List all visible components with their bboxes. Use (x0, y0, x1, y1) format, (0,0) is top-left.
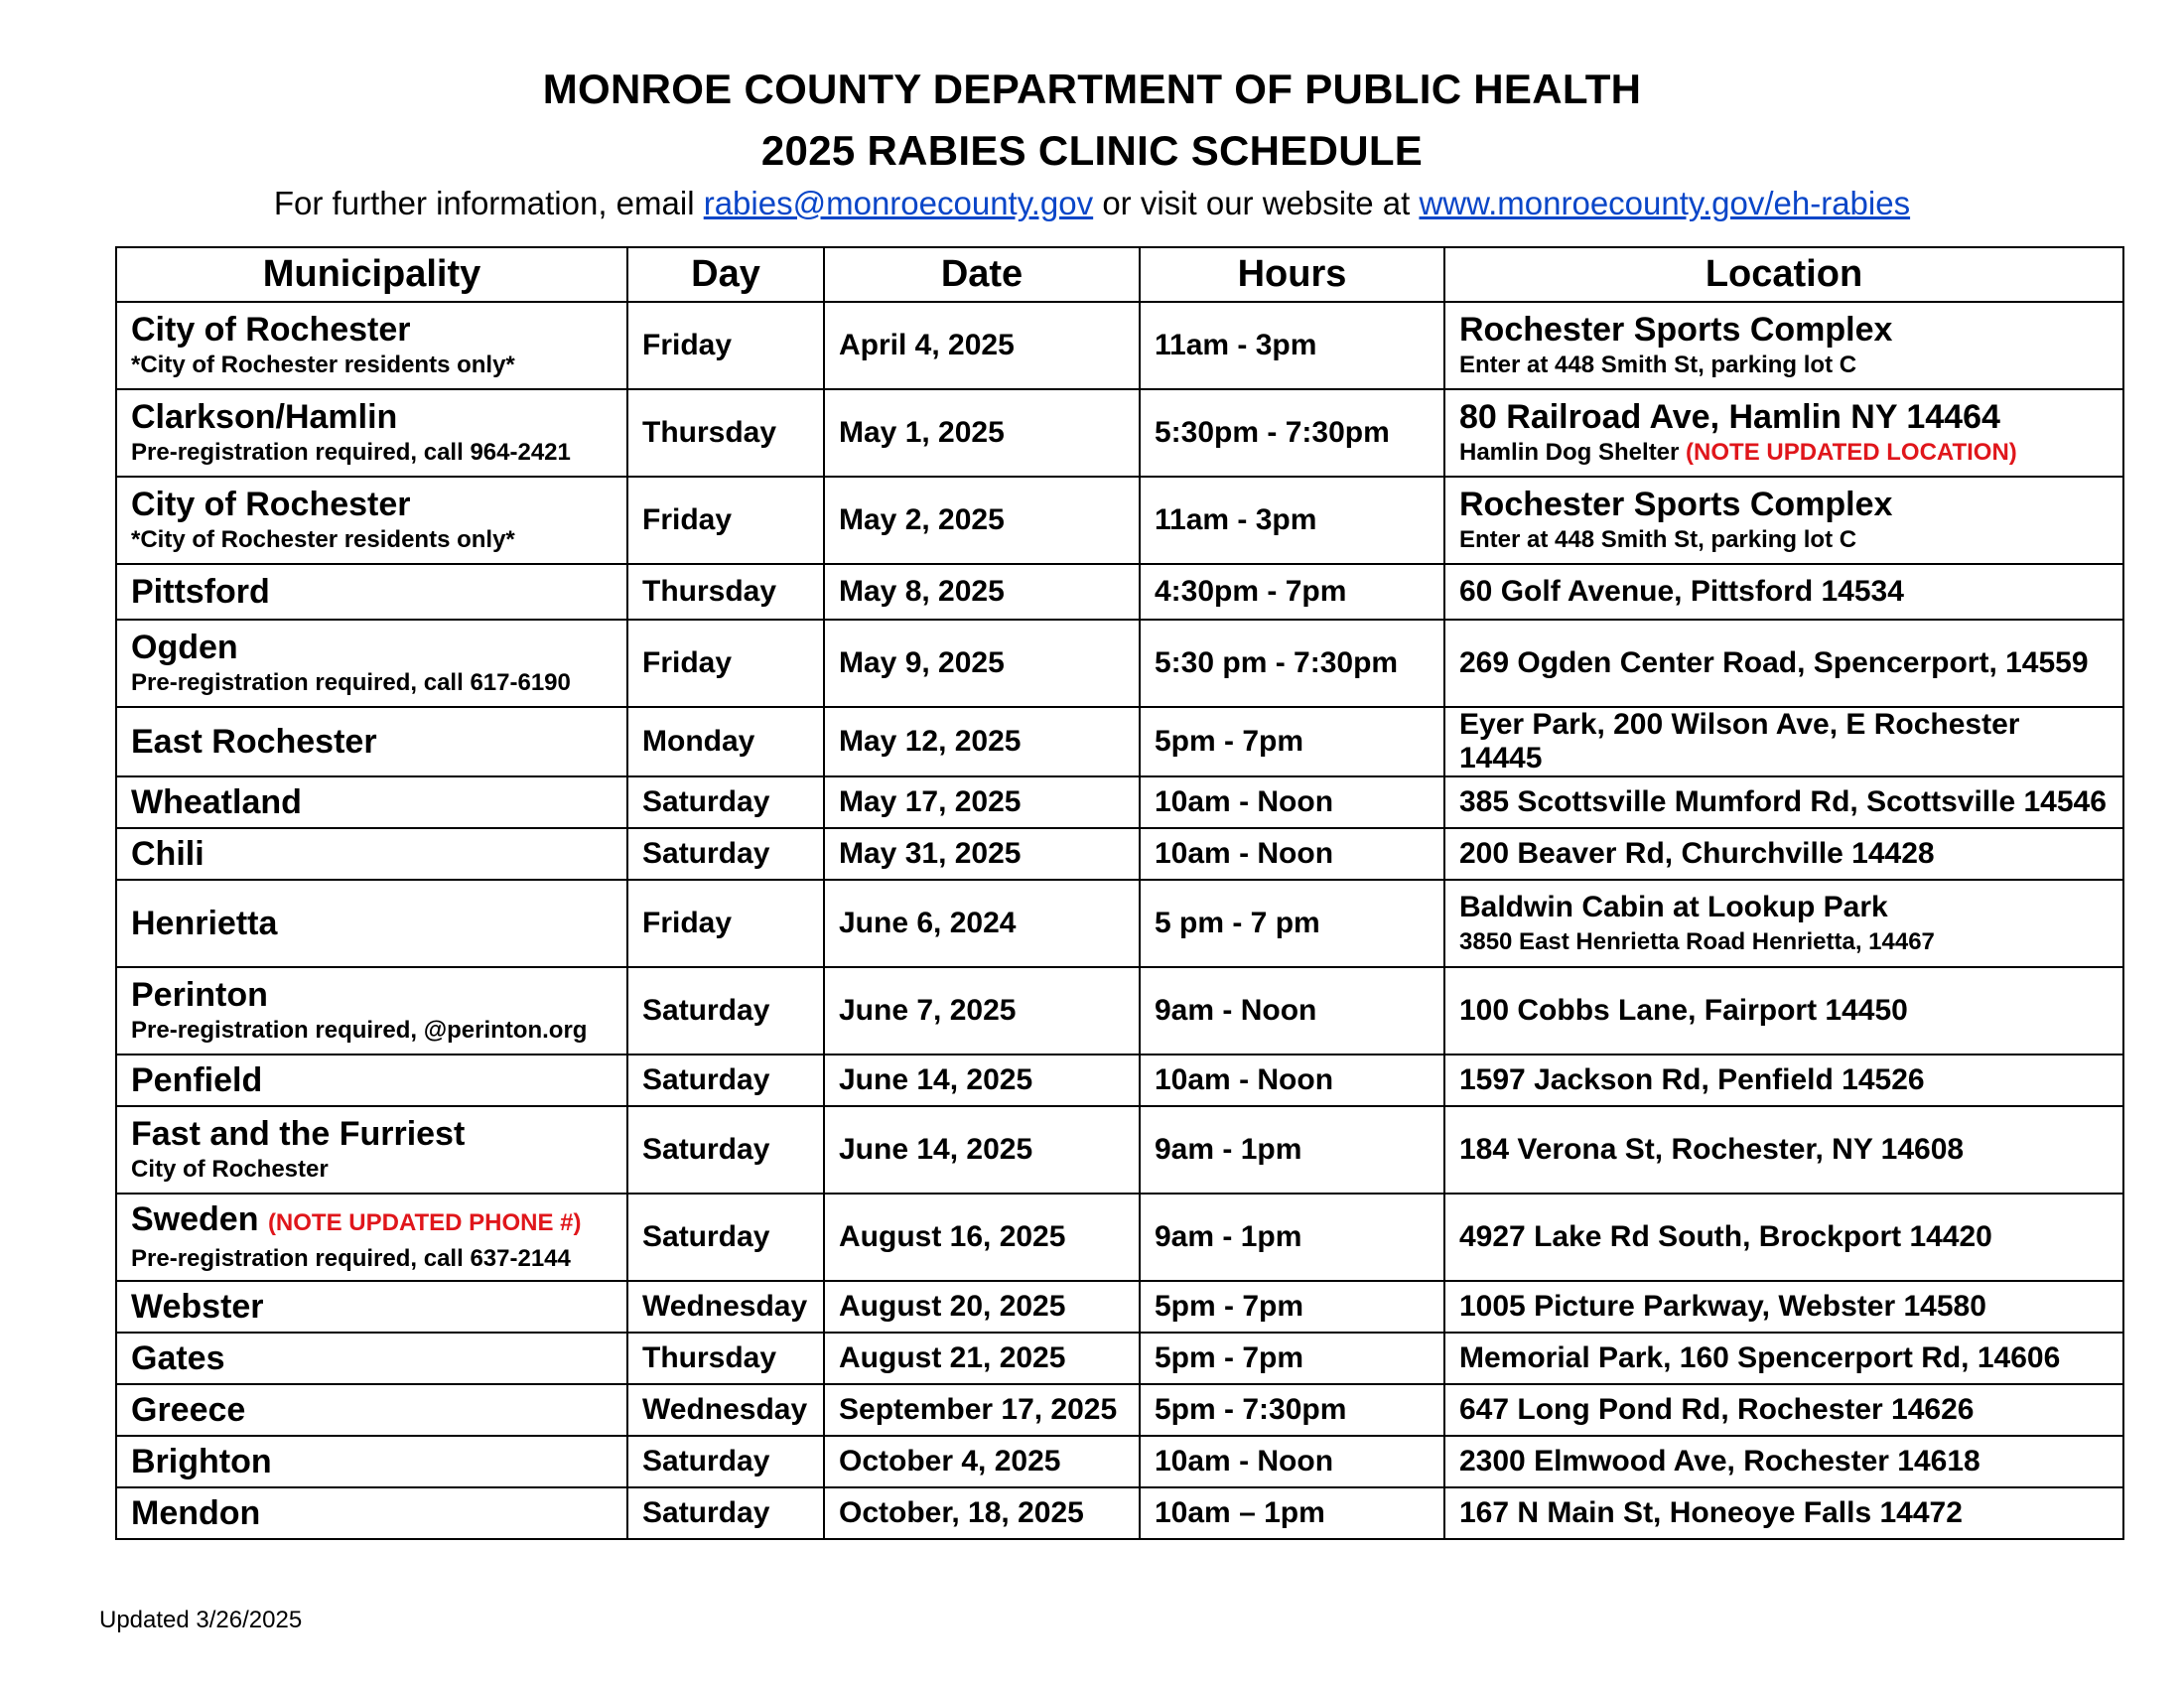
table-row (116, 1106, 2123, 1194)
phone-update-alert: (NOTE UPDATED PHONE #) (267, 1209, 582, 1236)
location-cell: 200 Beaver Rd, Churchville 14428 (1444, 828, 2123, 880)
date-cell: May 17, 2025 (824, 776, 1140, 828)
location-cell: 60 Golf Avenue, Pittsford 14534 (1444, 564, 2123, 620)
municipality-cell (116, 880, 627, 967)
municipality-note: Pre-registration required, call 617-6190 (131, 669, 571, 696)
municipality-name-line (131, 1199, 613, 1243)
location-name: Baldwin Cabin at Lookup Park (1459, 891, 1888, 923)
hours-cell: 10am - Noon (1140, 1055, 1444, 1106)
hours-cell: 5:30pm - 7:30pm (1140, 389, 1444, 477)
municipality-name: Penfield (131, 1061, 263, 1099)
location-cell: 184 Verona St, Rochester, NY 14608 (1444, 1106, 2123, 1194)
municipality-cell (116, 1281, 627, 1333)
location-name: Rochester Sports Complex (1459, 311, 1893, 349)
website-link[interactable]: www.monroecounty.gov/eh-rabies (1419, 185, 1911, 221)
municipality-name: Gates (131, 1339, 225, 1377)
location-note: Enter at 448 Smith St, parking lot C (1459, 526, 1857, 553)
municipality-cell (116, 1487, 627, 1539)
location-cell: 385 Scottsville Mumford Rd, Scottsville 14546 (1444, 776, 2123, 828)
table-row (116, 1194, 2123, 1281)
day-cell: Thursday (627, 564, 824, 620)
date-cell: August 20, 2025 (824, 1281, 1140, 1333)
day-cell: Saturday (627, 1106, 824, 1194)
table-row (116, 1281, 2123, 1333)
day-cell: Friday (627, 880, 824, 967)
municipality-cell (116, 1384, 627, 1436)
hours-cell: 9am - 1pm (1140, 1194, 1444, 1281)
municipality-cell (116, 1436, 627, 1487)
municipality-cell (116, 389, 627, 477)
day-cell: Thursday (627, 389, 824, 477)
date-cell: May 8, 2025 (824, 564, 1140, 620)
hours-cell: 9am - Noon (1140, 967, 1444, 1055)
location-note: 3850 East Henrietta Road Henrietta, 14467 (1459, 928, 1935, 955)
table-row (116, 620, 2123, 707)
date-cell: June 14, 2025 (824, 1106, 1140, 1194)
date-cell: October 4, 2025 (824, 1436, 1140, 1487)
table-row (116, 707, 2123, 776)
location-cell: Memorial Park, 160 Spencerport Rd, 14606 (1444, 1333, 2123, 1384)
location-note: Hamlin Dog Shelter (1459, 439, 1687, 466)
municipality-name: Ogden (131, 629, 238, 666)
date-cell: May 2, 2025 (824, 477, 1140, 564)
hours-cell: 10am – 1pm (1140, 1487, 1444, 1539)
location-name: 80 Railroad Ave, Hamlin NY 14464 (1459, 398, 2000, 436)
date-cell: April 4, 2025 (824, 302, 1140, 389)
day-cell: Wednesday (627, 1384, 824, 1436)
contact-info-line (0, 185, 2184, 222)
municipality-name: Brighton (131, 1443, 272, 1480)
table-row (116, 389, 2123, 477)
column-header-location: Location (1444, 247, 2123, 302)
location-cell: 1005 Picture Parkway, Webster 14580 (1444, 1281, 2123, 1333)
location-cell: 100 Cobbs Lane, Fairport 14450 (1444, 967, 2123, 1055)
hours-cell: 11am - 3pm (1140, 477, 1444, 564)
table-row (116, 477, 2123, 564)
location-cell: Eyer Park, 200 Wilson Ave, E Rochester 14445 (1444, 707, 2123, 776)
location-cell: 269 Ogden Center Road, Spencerport, 14559 (1444, 620, 2123, 707)
location-cell: 647 Long Pond Rd, Rochester 14626 (1444, 1384, 2123, 1436)
municipality-name: Sweden (131, 1200, 268, 1238)
column-header-municipality: Municipality (116, 247, 627, 302)
date-cell: May 12, 2025 (824, 707, 1140, 776)
municipality-name: Henrietta (131, 905, 278, 942)
date-cell: August 16, 2025 (824, 1194, 1140, 1281)
hours-cell: 5pm - 7:30pm (1140, 1384, 1444, 1436)
table-row (116, 1436, 2123, 1487)
day-cell: Saturday (627, 1194, 824, 1281)
municipality-cell (116, 620, 627, 707)
day-cell: Monday (627, 707, 824, 776)
table-row (116, 1333, 2123, 1384)
municipality-cell (116, 828, 627, 880)
municipality-cell (116, 477, 627, 564)
column-header-date: Date (824, 247, 1140, 302)
location-cell: 167 N Main St, Honeoye Falls 14472 (1444, 1487, 2123, 1539)
table-row (116, 776, 2123, 828)
hours-cell: 4:30pm - 7pm (1140, 564, 1444, 620)
table-row (116, 1384, 2123, 1436)
municipality-cell (116, 1194, 627, 1281)
municipality-note: Pre-registration required, call 964-2421 (131, 439, 571, 466)
municipality-note: *City of Rochester residents only* (131, 526, 515, 553)
day-cell: Friday (627, 620, 824, 707)
table-header-row (116, 247, 2123, 302)
table-row (116, 1487, 2123, 1539)
municipality-name: Wheatland (131, 783, 302, 821)
table-row (116, 967, 2123, 1055)
info-prefix: For further information, email (273, 185, 704, 221)
municipality-cell (116, 776, 627, 828)
municipality-name: City of Rochester (131, 486, 411, 523)
column-header-day: Day (627, 247, 824, 302)
hours-cell: 10am - Noon (1140, 828, 1444, 880)
date-cell: May 9, 2025 (824, 620, 1140, 707)
date-cell: August 21, 2025 (824, 1333, 1140, 1384)
location-cell (1444, 302, 2123, 389)
day-cell: Wednesday (627, 1281, 824, 1333)
municipality-name: Clarkson/Hamlin (131, 398, 398, 436)
municipality-note: City of Rochester (131, 1156, 329, 1183)
date-cell: September 17, 2025 (824, 1384, 1140, 1436)
updated-date: Updated 3/26/2025 (99, 1607, 303, 1633)
date-cell: June 6, 2024 (824, 880, 1140, 967)
day-cell: Saturday (627, 776, 824, 828)
table-row (116, 828, 2123, 880)
table-row (116, 302, 2123, 389)
municipality-cell (116, 707, 627, 776)
municipality-name: Pittsford (131, 573, 270, 611)
location-note: Enter at 448 Smith St, parking lot C (1459, 352, 1857, 378)
day-cell: Saturday (627, 1436, 824, 1487)
date-cell: May 31, 2025 (824, 828, 1140, 880)
day-cell: Friday (627, 302, 824, 389)
hours-cell: 11am - 3pm (1140, 302, 1444, 389)
hours-cell: 5 pm - 7 pm (1140, 880, 1444, 967)
hours-cell: 9am - 1pm (1140, 1106, 1444, 1194)
hours-cell: 10am - Noon (1140, 1436, 1444, 1487)
day-cell: Friday (627, 477, 824, 564)
location-name: Rochester Sports Complex (1459, 486, 1893, 523)
municipality-cell (116, 1055, 627, 1106)
day-cell: Saturday (627, 967, 824, 1055)
municipality-note: Pre-registration required, @perinton.org (131, 1017, 588, 1044)
hours-cell: 10am - Noon (1140, 776, 1444, 828)
municipality-name: Greece (131, 1391, 246, 1429)
municipality-cell (116, 302, 627, 389)
municipality-name: Mendon (131, 1494, 261, 1532)
municipality-name: East Rochester (131, 723, 377, 761)
municipality-name: Webster (131, 1288, 264, 1326)
municipality-cell (116, 1106, 627, 1194)
date-cell: May 1, 2025 (824, 389, 1140, 477)
municipality-name: Chili (131, 835, 205, 873)
table-row (116, 880, 2123, 967)
info-middle: or visit our website at (1093, 185, 1420, 221)
municipality-cell (116, 967, 627, 1055)
hours-cell: 5pm - 7pm (1140, 1333, 1444, 1384)
location-cell: 4927 Lake Rd South, Brockport 14420 (1444, 1194, 2123, 1281)
municipality-name: Perinton (131, 976, 268, 1014)
location-update-alert: (NOTE UPDATED LOCATION) (1686, 439, 2017, 466)
municipality-name: City of Rochester (131, 311, 411, 349)
day-cell: Saturday (627, 1487, 824, 1539)
date-cell: June 14, 2025 (824, 1055, 1140, 1106)
page-title: MONROE COUNTY DEPARTMENT OF PUBLIC HEALTH (542, 66, 1642, 112)
municipality-cell (116, 564, 627, 620)
municipality-note: Pre-registration required, call 637-2144 (131, 1245, 571, 1272)
clinic-schedule-table (115, 246, 2124, 1540)
hours-cell: 5pm - 7pm (1140, 707, 1444, 776)
table-row (116, 1055, 2123, 1106)
location-cell (1444, 880, 2123, 967)
table-row (116, 564, 2123, 620)
schedule-title: 2025 RABIES CLINIC SCHEDULE (760, 127, 1424, 174)
municipality-note: *City of Rochester residents only* (131, 352, 515, 378)
hours-cell: 5:30 pm - 7:30pm (1140, 620, 1444, 707)
email-link[interactable]: rabies@monroecounty.gov (703, 185, 1094, 221)
hours-cell: 5pm - 7pm (1140, 1281, 1444, 1333)
column-header-hours: Hours (1140, 247, 1444, 302)
location-cell (1444, 389, 2123, 477)
date-cell: June 7, 2025 (824, 967, 1140, 1055)
day-cell: Saturday (627, 1055, 824, 1106)
municipality-cell (116, 1333, 627, 1384)
location-cell: 1597 Jackson Rd, Penfield 14526 (1444, 1055, 2123, 1106)
location-cell (1444, 477, 2123, 564)
date-cell: October, 18, 2025 (824, 1487, 1140, 1539)
location-note-line (1459, 437, 2109, 469)
day-cell: Thursday (627, 1333, 824, 1384)
day-cell: Saturday (627, 828, 824, 880)
location-cell: 2300 Elmwood Ave, Rochester 14618 (1444, 1436, 2123, 1487)
municipality-name: Fast and the Furriest (131, 1115, 466, 1153)
